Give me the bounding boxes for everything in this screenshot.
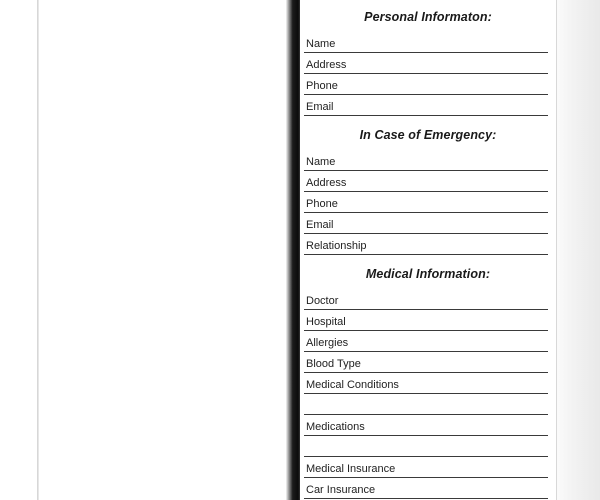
- field-row[interactable]: [300, 415, 556, 436]
- field-row-continuation[interactable]: [300, 436, 556, 457]
- field-label: Email: [306, 101, 334, 113]
- section-title-in-case-of-emergency: In Case of Emergency:: [359, 128, 497, 142]
- section-title-personal-information: Personal Informaton:: [364, 10, 492, 24]
- field-label: Allergies: [306, 337, 349, 349]
- field-rule: [304, 115, 548, 116]
- field-label: Phone: [306, 198, 338, 210]
- field-row[interactable]: [300, 373, 556, 394]
- field-label: Blood Type: [306, 358, 361, 370]
- field-row[interactable]: [300, 32, 556, 53]
- field-label: Phone: [306, 80, 338, 92]
- field-row[interactable]: [300, 310, 556, 331]
- field-row[interactable]: [300, 352, 556, 373]
- field-row[interactable]: [300, 234, 556, 255]
- field-label: Address: [306, 177, 347, 189]
- field-label: Medical Conditions: [306, 379, 399, 391]
- field-row[interactable]: [300, 457, 556, 478]
- field-label: Email: [306, 219, 334, 231]
- section-title-medical-information: Medical Information:: [365, 267, 491, 281]
- page-right-edge-line: [556, 0, 557, 500]
- field-row[interactable]: [300, 213, 556, 234]
- field-row[interactable]: [300, 478, 556, 499]
- field-rule: [304, 254, 548, 255]
- field-row[interactable]: [300, 53, 556, 74]
- field-label: Medications: [306, 421, 365, 433]
- field-label: Name: [306, 38, 336, 50]
- field-label: Address: [306, 59, 347, 71]
- scan-right-margin: [556, 0, 600, 500]
- left-blank-page: [39, 0, 287, 500]
- field-label: Medical Insurance: [306, 463, 396, 475]
- field-row[interactable]: [300, 192, 556, 213]
- field-label: Relationship: [306, 240, 367, 252]
- field-row[interactable]: [300, 289, 556, 310]
- field-label: Hospital: [306, 316, 346, 328]
- field-label: Doctor: [306, 295, 339, 307]
- field-row[interactable]: [300, 95, 556, 116]
- field-label: Name: [306, 156, 336, 168]
- scan-left-margin: [0, 0, 38, 500]
- field-row[interactable]: [300, 171, 556, 192]
- field-row[interactable]: [300, 331, 556, 352]
- field-label: Car Insurance: [306, 484, 376, 496]
- right-form-page: [300, 0, 556, 500]
- field-row-continuation[interactable]: [300, 394, 556, 415]
- field-row[interactable]: [300, 150, 556, 171]
- field-row[interactable]: [300, 74, 556, 95]
